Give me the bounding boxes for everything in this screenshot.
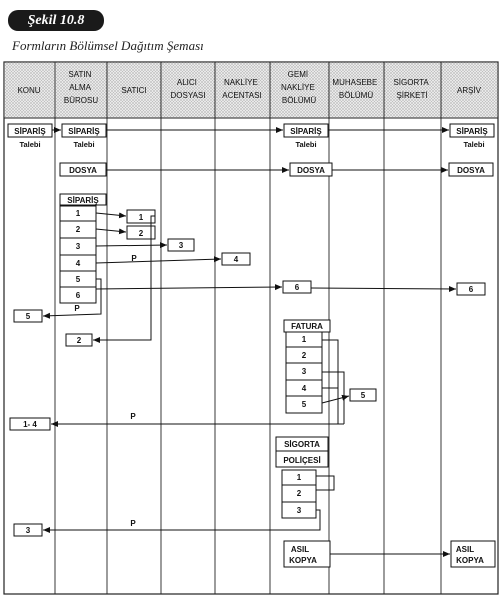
figure-title: Formların Bölümsel Dağıtım Şeması [12, 38, 204, 53]
dosya-text-arsiv: DOSYA [457, 166, 485, 175]
p-label-item4: P [131, 254, 137, 263]
kopya-text-arsiv: KOPYA [456, 556, 484, 565]
talebi-text-konu: Talebi [19, 140, 41, 149]
lane-dividers [55, 62, 441, 594]
arrow-item4-to-nakliye [96, 259, 221, 263]
muhasebe-box-5-text: 5 [360, 391, 366, 400]
arrow-item2-to-satici2 [96, 229, 126, 232]
lane-header-nakliye: NAKLİYE ACENTASI [222, 78, 262, 100]
fatura-item-4-text: 4 [301, 384, 307, 393]
sigorta-stack [14, 437, 334, 536]
kopya-text-gemi: KOPYA [289, 556, 317, 565]
lane-header-satici: SATICI [121, 86, 147, 95]
fatura-stack [10, 320, 376, 430]
dosya-text-gemi: DOSYA [297, 166, 325, 175]
fatura-item-2-text: 2 [301, 351, 307, 360]
arrow-sigorta3-to-konu [43, 510, 320, 530]
arsiv-box-6-text: 6 [468, 285, 474, 294]
stack-item-1-text: 1 [75, 209, 81, 218]
asil-text-gemi: ASIL [290, 545, 310, 554]
fatura-title: FATURA [291, 322, 323, 331]
p-label-item5: P [74, 304, 80, 313]
lane-header-sigorta: SİGORTA ŞİRKETİ [393, 78, 429, 100]
dosya-text-satin: DOSYA [69, 166, 97, 175]
fatura-item-1-text: 1 [301, 335, 307, 344]
stack-item-4-text: 4 [75, 259, 81, 268]
alici-box-3-text: 3 [178, 241, 184, 250]
sigorta-item-2-text: 2 [296, 489, 302, 498]
sigorta-item-3-text: 3 [296, 506, 302, 515]
stack-item-3-text: 3 [75, 242, 81, 251]
satici-box-1-text: 1 [138, 213, 144, 222]
lane-header-muhasebe: MUHASEBE BÖLÜMÜ [332, 78, 378, 100]
fatura-connector-1 [322, 340, 338, 424]
lane-header-gemi: GEMİ NAKLİYE BÖLÜMÜ [280, 70, 317, 105]
siparis-stack-title: SİPARİŞ [67, 196, 99, 205]
arrow-fatura5-to-muhasebe [322, 396, 349, 403]
stack-item-2-text: 2 [75, 225, 81, 234]
satici-box-2-text: 2 [138, 229, 144, 238]
siparis-talebi-row [8, 124, 494, 149]
asil-text-arsiv: ASIL [455, 545, 475, 554]
lane-header-satin: SATIN ALMA BÜROSU [63, 70, 99, 105]
talebi-text-arsiv: Talebi [463, 140, 485, 149]
sigorta-title-2: POLİÇESİ [283, 456, 321, 465]
dosya-row [60, 163, 493, 176]
figure-badge: Şekil 10.8 [8, 10, 104, 31]
talebi-text-satin: Talebi [73, 140, 95, 149]
arrow-gemi6-to-arsiv [311, 288, 456, 289]
talebi-text-gemi: Talebi [295, 140, 317, 149]
sigorta-title-1: SİGORTA [284, 440, 320, 449]
siparis-text-gemi: SİPARİŞ [290, 127, 322, 136]
sigorta-connector-1 [316, 476, 334, 490]
konu-box-5-text: 5 [25, 312, 31, 321]
siparis-text-arsiv: SİPARİŞ [456, 127, 488, 136]
lane-header-konu: KONU [17, 86, 41, 95]
p-label-sigorta3: P [130, 519, 136, 528]
sigorta-item-1-text: 1 [296, 473, 302, 482]
arrow-item1-to-satici1 [96, 213, 126, 216]
p-label-1-4: P [130, 412, 136, 421]
stack-item-6-text: 6 [75, 291, 81, 300]
lane-header-arsiv: ARŞİV [456, 86, 482, 95]
fatura-item-3-text: 3 [301, 367, 307, 376]
konu-box-3-text: 3 [25, 526, 31, 535]
arrow-item6-to-gemi [96, 287, 282, 289]
gemi-box-6-text: 6 [294, 283, 300, 292]
siparis-text-konu: SİPARİŞ [14, 127, 46, 136]
satin-box-2-return-text: 2 [76, 336, 82, 345]
siparis-stack [14, 194, 485, 346]
stack-item-5-text: 5 [75, 275, 81, 284]
fatura-item-5-text: 5 [301, 400, 307, 409]
lane-header-alici: ALICI DOSYASI [170, 78, 206, 100]
asil-kopya-row [284, 541, 495, 567]
nakliye-box-4-text: 4 [233, 255, 239, 264]
siparis-text-satin: SİPARİŞ [68, 127, 100, 136]
konu-box-1-4-text: 1- 4 [23, 420, 37, 429]
